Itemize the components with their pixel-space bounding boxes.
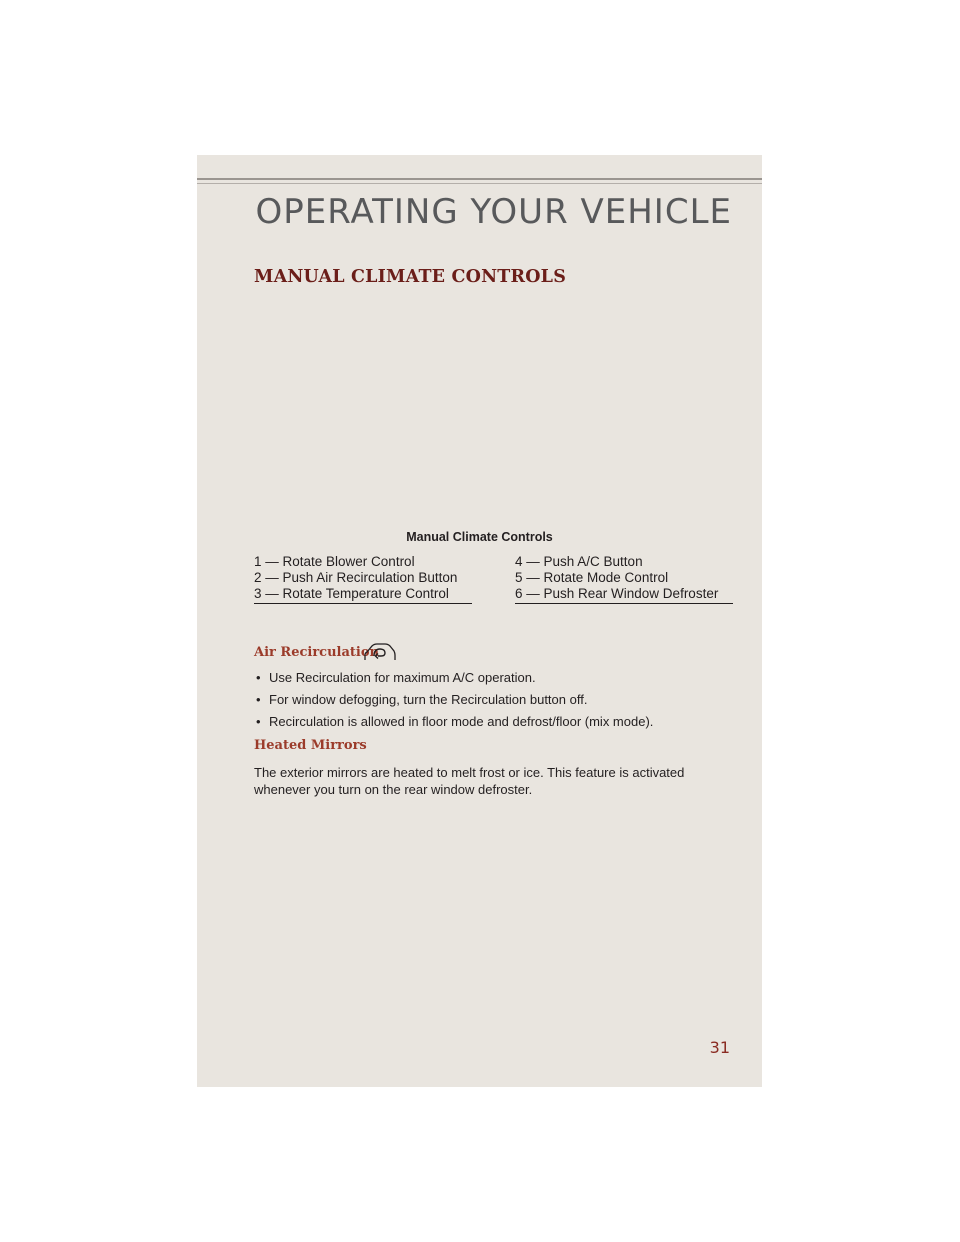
legend-right [515,554,733,604]
section-header: OPERATING YOUR VEHICLE [255,192,732,232]
list-item: • Recirculation is allowed in floor mode and defrost/floor (mix mode). [254,714,744,730]
legend-item: 3 — Rotate Temperature Control [254,586,449,601]
legend-item: 5 — Rotate Mode Control [515,570,669,585]
legend-item: 2 — Push Air Recirculation Button [254,570,458,585]
heated-mirrors-heading: Heated Mirrors [254,738,367,753]
figure-caption: Manual Climate Controls [406,530,553,544]
legend-rule [254,603,472,604]
header-rule-top [197,178,762,180]
legend-rule [515,603,733,604]
legend-item: 4 — Push A/C Button [515,554,643,569]
air-recirculation-icon [363,641,397,663]
page-heading: MANUAL CLIMATE CONTROLS [254,267,567,287]
list-item: • Use Recirculation for maximum A/C operation. [254,670,744,686]
page-number: 31 [709,1038,730,1057]
list-item: • For window defogging, turn the Recirculation button off. [254,692,744,708]
air-recirculation-heading: Air Recirculation [254,645,379,660]
air-recirculation-list [254,670,744,736]
legend-left [254,554,472,604]
legend-item: 6 — Push Rear Window Defroster [515,586,719,601]
heated-mirrors-text: The exterior mirrors are heated to melt frost or ice. This feature is activated whenever you turn on the rear window defroster. [254,765,685,797]
legend-item: 1 — Rotate Blower Control [254,554,415,569]
manual-page [197,155,762,1087]
header-rule-bottom [197,183,762,184]
